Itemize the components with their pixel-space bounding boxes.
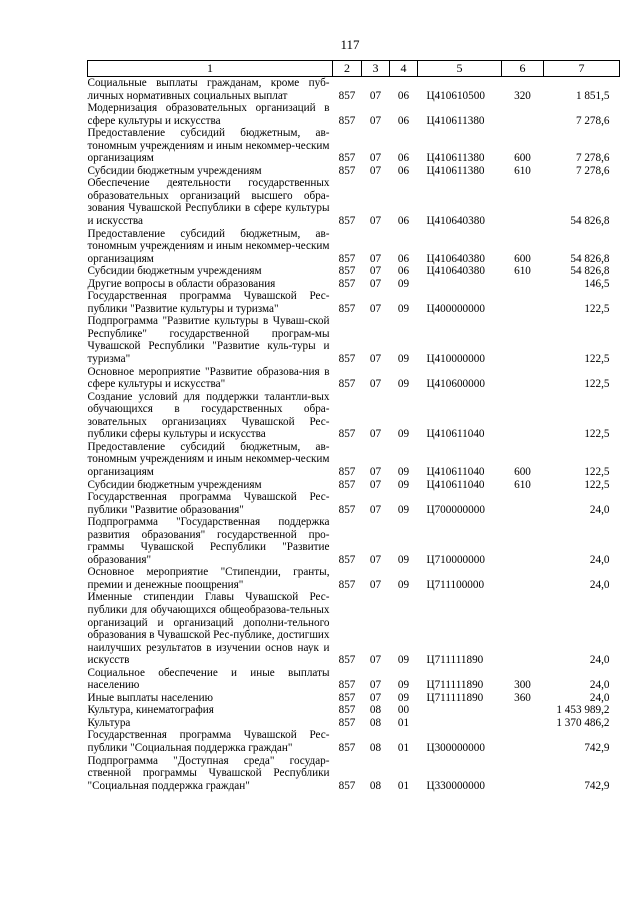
table-row: [88, 667, 620, 692]
row-expense-type: 320: [514, 89, 531, 102]
table-row: [88, 591, 620, 666]
table-row: [88, 729, 620, 754]
row-expense-type: [502, 177, 544, 227]
row-name: Предоставление субсидий бюджетным, ав-тономным учреждениям и иным некоммер-ческим организациям: [87, 127, 330, 165]
row-name: Предоставление субсидий бюджетным, ав-тономным учреждениям и иным некоммер-ческим организациям: [87, 227, 330, 265]
row-amount: 122,5: [584, 378, 610, 391]
row-grbs: 857: [338, 277, 356, 290]
row-section: 08: [369, 779, 382, 792]
table-row: [88, 755, 620, 793]
table-row: [88, 692, 620, 705]
row-amount: 7 278,6: [575, 164, 610, 177]
row-expense-type: 600: [514, 152, 531, 165]
row-expense-type: 600: [514, 465, 531, 478]
row-name: Социальное обеспечение и иные выплаты населению: [87, 666, 330, 692]
row-target-article: Ц710000000: [426, 553, 485, 566]
row-amount: 24,0: [589, 679, 610, 692]
row-subsection: 01: [397, 741, 410, 754]
row-amount: 24,0: [589, 578, 610, 591]
row-subsection: 09: [397, 353, 410, 366]
row-section: 07: [369, 302, 382, 315]
row-amount: 122,5: [584, 428, 610, 441]
row-expense-type: [502, 755, 544, 793]
row-grbs: 857: [338, 704, 356, 717]
row-target-article: Ц410611380: [426, 164, 485, 177]
row-expense-type: [502, 290, 544, 315]
row-target-article: Ц410640380: [426, 252, 485, 265]
table-row: [88, 77, 620, 103]
row-target-article: Ц711100000: [426, 578, 485, 591]
row-name: Именные стипендии Главы Чувашской Рес-публики для обучающихся общеобразова-тельных организаций и организаций дополни-тельного образования в Чувашской Рес-публике, достигших наилучших результатов в изучении основ наук и искусств: [87, 591, 330, 667]
row-grbs: 857: [338, 654, 356, 667]
row-expense-type: 300: [514, 679, 531, 692]
row-section: 07: [369, 152, 382, 165]
row-grbs: 857: [338, 114, 356, 127]
row-section: 07: [369, 428, 382, 441]
row-name: Предоставление субсидий бюджетным, ав-тономным учреждениям и иным некоммер-ческим организациям: [87, 440, 330, 478]
col-header-amount: 7: [544, 61, 620, 77]
row-subsection: 06: [397, 114, 410, 127]
table-row: [88, 228, 620, 266]
row-expense-type: 610: [514, 265, 531, 278]
row-expense-type: 360: [514, 691, 531, 704]
row-subsection: 09: [397, 679, 410, 692]
row-name: Субсидии бюджетным учреждениям: [87, 265, 262, 278]
row-target-article: Ц410611380: [426, 152, 485, 165]
row-target-article: [418, 278, 502, 291]
row-expense-type: [502, 729, 544, 754]
row-name: Субсидии бюджетным учреждениям: [87, 478, 262, 491]
col-header-expense-type: 6: [502, 61, 544, 77]
row-expense-type: [502, 516, 544, 566]
row-name: Государственная программа Чувашской Рес-публики "Социальная поддержка граждан": [87, 729, 330, 754]
row-target-article: Ц410640380: [426, 215, 485, 228]
row-grbs: 857: [338, 503, 356, 516]
table-row: [88, 717, 620, 730]
row-target-article: [418, 704, 502, 717]
row-section: 07: [369, 578, 382, 591]
row-grbs: 857: [338, 465, 356, 478]
row-grbs: 857: [338, 164, 356, 177]
row-expense-type: [502, 278, 544, 291]
row-section: 07: [369, 215, 382, 228]
table-row: [88, 516, 620, 566]
row-subsection: 06: [397, 265, 410, 278]
row-target-article: Ц410611040: [426, 428, 485, 441]
row-section: 07: [369, 503, 382, 516]
row-expense-type: [502, 591, 544, 666]
row-amount: 122,5: [584, 465, 610, 478]
row-subsection: 00: [397, 704, 410, 717]
col-header-name: 1: [88, 61, 333, 77]
row-amount: 122,5: [584, 353, 610, 366]
row-subsection: 06: [397, 215, 410, 228]
row-target-article: Ц410600000: [426, 378, 485, 391]
row-amount: 742,9: [584, 779, 610, 792]
row-section: 07: [369, 679, 382, 692]
row-amount: 24,0: [589, 503, 610, 516]
row-target-article: Ц711111890: [426, 691, 484, 704]
row-grbs: 857: [338, 89, 356, 102]
row-amount: 24,0: [589, 553, 610, 566]
row-name: Основное мероприятие "Развитие образова-ния в сфере культуры и искусства": [87, 365, 330, 391]
row-name: Социальные выплаты гражданам, кроме пуб-личных нормативных социальных выплат: [87, 77, 330, 102]
page-number: 117: [340, 37, 360, 52]
table-row: [88, 315, 620, 365]
row-subsection: 01: [397, 716, 410, 729]
row-grbs: 857: [338, 553, 356, 566]
row-target-article: Ц410611040: [426, 465, 485, 478]
row-section: 08: [369, 716, 382, 729]
row-target-article: Ц711111890: [426, 679, 484, 692]
table-row: [88, 479, 620, 492]
row-amount: 7 278,6: [575, 114, 610, 127]
row-name: Государственная программа Чувашской Рес-публики "Развитие образования": [87, 491, 330, 516]
row-subsection: 06: [397, 252, 410, 265]
row-target-article: Ц300000000: [426, 741, 485, 754]
row-name: Культура, кинематография: [87, 704, 214, 717]
row-grbs: 857: [338, 478, 356, 491]
table-row: [88, 127, 620, 165]
row-section: 07: [369, 252, 382, 265]
row-amount: 54 826,8: [570, 252, 610, 265]
table-row: [88, 566, 620, 591]
row-section: 07: [369, 553, 382, 566]
row-name: Другие вопросы в области образования: [87, 277, 276, 290]
table-row: [88, 441, 620, 479]
row-section: 07: [369, 691, 382, 704]
row-section: 08: [369, 704, 382, 717]
row-target-article: Ц330000000: [426, 779, 485, 792]
table-row: [88, 278, 620, 291]
row-section: 07: [369, 378, 382, 391]
row-target-article: Ц410610500: [426, 89, 485, 102]
row-name: Субсидии бюджетным учреждениям: [87, 164, 262, 177]
row-expense-type: [502, 391, 544, 441]
row-name: Подпрограмма "Доступная среда" государ-ственной программы Чувашской Республики "Социальная поддержка граждан": [87, 754, 330, 792]
table-row: [88, 102, 620, 127]
row-subsection: 09: [397, 578, 410, 591]
row-amount: 1 370 486,2: [556, 716, 610, 729]
row-name: Подпрограмма "Государственная поддержка развития образования" государственной про-граммы Чувашской Республики "Развитие образования": [87, 516, 330, 566]
row-subsection: 06: [397, 152, 410, 165]
row-subsection: 06: [397, 89, 410, 102]
row-grbs: 857: [338, 378, 356, 391]
row-section: 08: [369, 741, 382, 754]
row-section: 07: [369, 114, 382, 127]
col-header-subsection: 4: [390, 61, 418, 77]
row-grbs: 857: [338, 265, 356, 278]
row-name: Создание условий для поддержки талантли-вых обучающихся в государственных обра-зовательных организациях Чувашской Рес-публики сферы культуры и искусства: [87, 390, 330, 441]
table-row: [88, 177, 620, 227]
row-grbs: 857: [338, 215, 356, 228]
row-subsection: 09: [397, 277, 410, 290]
row-target-article: Ц711111890: [426, 654, 484, 667]
row-grbs: 857: [338, 252, 356, 265]
row-subsection: 09: [397, 478, 410, 491]
table-row: [88, 290, 620, 315]
row-grbs: 857: [338, 691, 356, 704]
row-target-article: Ц700000000: [426, 503, 485, 516]
table-row: [88, 366, 620, 391]
row-grbs: 857: [338, 716, 356, 729]
row-expense-type: [502, 315, 544, 365]
row-target-article: Ц410640380: [426, 265, 485, 278]
table-body: [88, 77, 620, 793]
row-amount: 146,5: [584, 277, 610, 290]
table-row: [88, 391, 620, 441]
row-expense-type: [502, 717, 544, 730]
row-subsection: 09: [397, 503, 410, 516]
row-subsection: 01: [397, 779, 410, 792]
row-section: 07: [369, 353, 382, 366]
row-expense-type: [502, 102, 544, 127]
row-subsection: 06: [397, 164, 410, 177]
col-header-grbs: 2: [333, 61, 362, 77]
row-amount: 122,5: [584, 478, 610, 491]
row-grbs: 857: [338, 779, 356, 792]
row-expense-type: [502, 704, 544, 717]
row-subsection: 09: [397, 378, 410, 391]
row-target-article: Ц410611380: [426, 114, 485, 127]
row-expense-type: [502, 366, 544, 391]
row-subsection: 09: [397, 553, 410, 566]
row-name: Подпрограмма "Развитие культуры в Чуваш-ской Республике" государственной програм-мы Чувашской Республики "Развитие куль-туры и туризма": [87, 315, 330, 366]
table-row: [88, 491, 620, 516]
row-subsection: 09: [397, 691, 410, 704]
row-grbs: 857: [338, 353, 356, 366]
column-number-row: [88, 61, 620, 77]
row-grbs: 857: [338, 302, 356, 315]
row-expense-type: [502, 566, 544, 591]
row-subsection: 09: [397, 654, 410, 667]
row-amount: 742,9: [584, 741, 610, 754]
row-amount: 1 453 989,2: [556, 704, 610, 717]
row-name: Модернизация образовательных организаций в сфере культуры и искусства: [87, 102, 330, 127]
row-expense-type: 600: [514, 252, 531, 265]
row-amount: 24,0: [589, 654, 610, 667]
row-section: 07: [369, 89, 382, 102]
row-subsection: 09: [397, 302, 410, 315]
row-target-article: Ц410000000: [426, 353, 485, 366]
row-expense-type: [502, 491, 544, 516]
row-amount: 54 826,8: [570, 265, 610, 278]
row-section: 07: [369, 277, 382, 290]
row-subsection: 09: [397, 465, 410, 478]
row-subsection: 09: [397, 428, 410, 441]
row-section: 07: [369, 265, 382, 278]
budget-table: [87, 60, 620, 792]
row-section: 07: [369, 164, 382, 177]
row-section: 07: [369, 465, 382, 478]
row-section: 07: [369, 654, 382, 667]
row-name: Обеспечение деятельности государственных образовательных организаций высшего обра-зования Чувашской Республики в сфере культуры и искусства: [87, 177, 330, 228]
row-amount: 122,5: [584, 302, 610, 315]
row-name: Государственная программа Чувашской Рес-публики "Развитие культуры и туризма": [87, 290, 330, 315]
row-grbs: 857: [338, 679, 356, 692]
row-name: Иные выплаты населению: [87, 691, 213, 704]
row-expense-type: 610: [514, 478, 531, 491]
row-expense-type: 610: [514, 164, 531, 177]
row-name: Основное мероприятие "Стипендии, гранты, премии и денежные поощрения": [87, 566, 330, 591]
row-name: Культура: [87, 716, 131, 729]
row-grbs: 857: [338, 428, 356, 441]
row-grbs: 857: [338, 152, 356, 165]
row-grbs: 857: [338, 741, 356, 754]
table-row: [88, 265, 620, 278]
row-amount: 7 278,6: [575, 152, 610, 165]
col-header-section: 3: [362, 61, 390, 77]
table-row: [88, 165, 620, 178]
row-amount: 54 826,8: [570, 215, 610, 228]
table-row: [88, 704, 620, 717]
row-amount: 24,0: [589, 691, 610, 704]
row-target-article: Ц410611040: [426, 478, 485, 491]
row-target-article: Ц400000000: [426, 302, 485, 315]
row-amount: 1 851,5: [575, 89, 610, 102]
row-section: 07: [369, 478, 382, 491]
row-target-article: [418, 717, 502, 730]
col-header-target-article: 5: [418, 61, 502, 77]
row-grbs: 857: [338, 578, 356, 591]
